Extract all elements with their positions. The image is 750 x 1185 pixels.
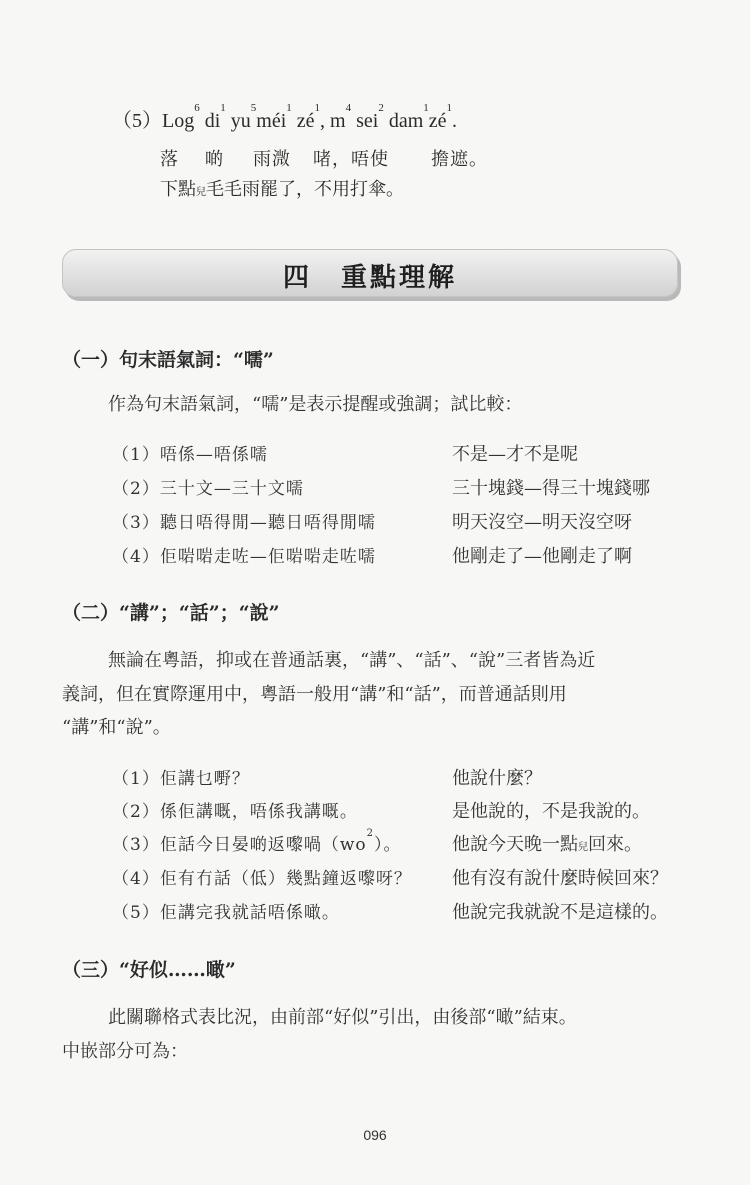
part1-item-4-mandarin: 他剛走了—他剛走了啊 xyxy=(452,546,632,567)
part1-item-2: （2）三十文—三十文嚅 xyxy=(112,479,304,499)
part2-item-2-mandarin: 是他說的，不是我說的。 xyxy=(452,801,650,822)
part2-item-5: （5）佢講完我就話唔係噉。 xyxy=(112,903,340,923)
example-5-characters xyxy=(160,145,488,171)
jp-6: sei$^2$ xyxy=(351,102,384,132)
char-group-4: 擔遮。 xyxy=(431,149,488,170)
part2-item-4: （4）佢有冇話（低）幾點鐘返嚟呀？ xyxy=(112,869,412,889)
part1-item-4: （4）佢啱啱走咗—佢啱啱走咗嚅 xyxy=(112,547,376,567)
part1-heading: （一）句末語氣詞：“嚅” xyxy=(62,349,274,371)
page-number: 096 xyxy=(363,1127,387,1143)
section-title: 四 重點理解 xyxy=(282,263,457,293)
example-5-mandarin: 下點兒毛毛雨罷了，不用打傘。 xyxy=(160,179,404,200)
part1-item-1-mandarin: 不是—才不是呢 xyxy=(452,444,578,465)
example-5-number: （5） xyxy=(112,110,162,132)
char-group-1: 啲 xyxy=(205,149,224,170)
part2-item-3: （3）佢話今日晏啲返嚟喎$(wo^2)$。 xyxy=(112,828,402,855)
part1-item-1: （1）唔係—唔係嚅 xyxy=(112,445,268,465)
char-group-2: 雨溦 xyxy=(253,149,291,170)
part1-item-2-mandarin: 三十塊錢—得三十塊錢哪 xyxy=(452,478,650,499)
part2-item-1: （1）佢講乜嘢？ xyxy=(112,769,250,789)
part2-item-2: （2）係佢講嘅，唔係我講嘅。 xyxy=(112,802,358,822)
jp-4: $zé^1$ xyxy=(291,102,321,132)
part1-intro: 作為句末語氣詞，“嚅”是表示提醒或強調；試比較： xyxy=(108,394,523,415)
part2-para-line-3: “講”和“說”。 xyxy=(62,717,171,738)
part2-para-line-1: 無論在粵語，抑或在普通話裏，“講”、“話”、“說”三者皆為近 xyxy=(108,650,596,671)
jp-1: $di^1$ xyxy=(199,102,226,132)
example-5-jyutping xyxy=(112,104,457,133)
part1-item-3-mandarin: 明天沒空—明天沒空呀 xyxy=(452,512,632,533)
part3-para-line-1: 此關聯格式表比況，由前部“好似”引出，由後部“噉”結束。 xyxy=(108,1007,577,1028)
section-banner xyxy=(62,249,678,297)
jp-0: Log$^6$ xyxy=(162,102,200,132)
jp-5: , $m^4$ xyxy=(320,102,352,132)
part2-item-3-mandarin: 他說今天晚一點兒回來。 xyxy=(452,834,642,855)
char-group-3: 啫，唔使 xyxy=(313,149,389,170)
part2-item-5-mandarin: 他說完我就說不是這樣的。 xyxy=(452,902,668,923)
part3-heading: （三）“好似……噉” xyxy=(62,959,236,981)
char-group-0: 落 xyxy=(160,149,179,170)
jp-3: méi$^1$ xyxy=(256,102,292,132)
jp-7: dam$^1$ xyxy=(383,102,429,132)
part1-item-3: （3）聽日唔得閒—聽日唔得閒嚅 xyxy=(112,513,376,533)
part2-item-4-mandarin: 他有沒有說什麼時候回來？ xyxy=(452,868,668,889)
jp-9: . xyxy=(452,110,458,132)
part3-para-line-2: 中嵌部分可為： xyxy=(62,1041,188,1062)
part2-item-1-mandarin: 他說什麼？ xyxy=(452,768,542,789)
part2-para-line-2: 義詞，但在實際運用中，粵語一般用“講”和“話”，而普通話則用 xyxy=(62,684,567,705)
jp-2: $yu^5$ xyxy=(225,102,257,132)
part2-heading: （二）“講”；“話”；“說” xyxy=(62,602,280,624)
jp-8: $zé^1$ xyxy=(428,102,453,132)
